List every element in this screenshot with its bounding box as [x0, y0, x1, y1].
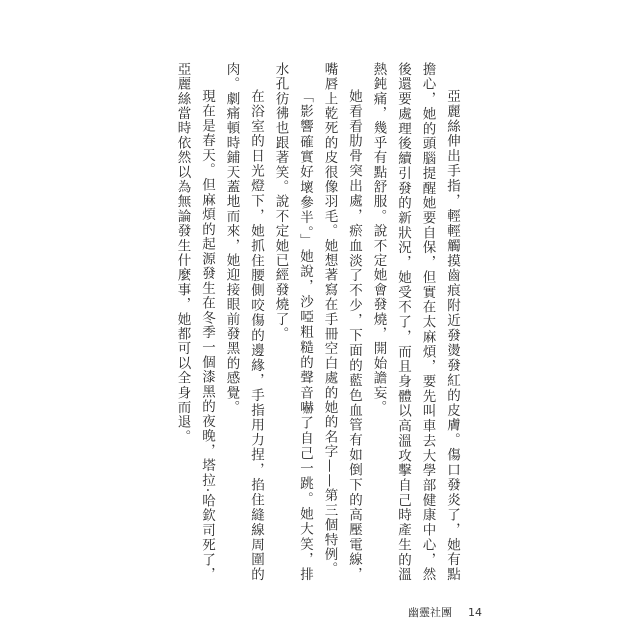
paragraph-4: 在浴室的日光燈下，她抓住腰側咬傷的邊緣，手指用力捏，掐住縫線周圍的肉。劇痛頓時鋪天蓋地而來，她迎接眼前發黑的感覺。 — [223, 62, 264, 582]
paragraph-1: 亞麗絲伸出手指，輕輕觸摸齒痕附近發燙發紅的皮膚。傷口發炎了，她有點擔心，她的頭腦提醒她要自保，但實在太麻煩，要先叫車去大學部健康中心，然後還要處理後續引發的新狀況，她受不了，而且身體以高溫攻擊自己時產生的溫熱鈍痛，幾乎有點舒服。說不定她會發燒，開始譫妄。 — [370, 62, 460, 582]
paragraph-2: 她看看肋骨突出處，瘀血淡了不少，下面的藍色血管有如倒下的高壓電線，嘴唇上乾死的皮很像羽毛。她想著寫在手冊空白處的她的名字——第三個特例。 — [321, 62, 362, 582]
page-footer — [408, 604, 482, 620]
body-text — [164, 62, 464, 582]
running-title: 幽靈社團 — [408, 606, 452, 619]
paragraph-5: 現在是春天。但麻煩的起源發生在冬季一個漆黑的夜晚，塔拉·哈欽司死了，亞麗絲當時依然以為無論發生什麼事，她都可以全身而退。 — [174, 62, 215, 582]
paragraph-3: 「影響確實好壞參半。」她說，沙啞粗糙的聲音嚇了自己一跳。她大笑，排水孔彷彿也跟著笑。說不定她已經發燒了。 — [272, 62, 313, 582]
page-number: 14 — [468, 606, 482, 619]
